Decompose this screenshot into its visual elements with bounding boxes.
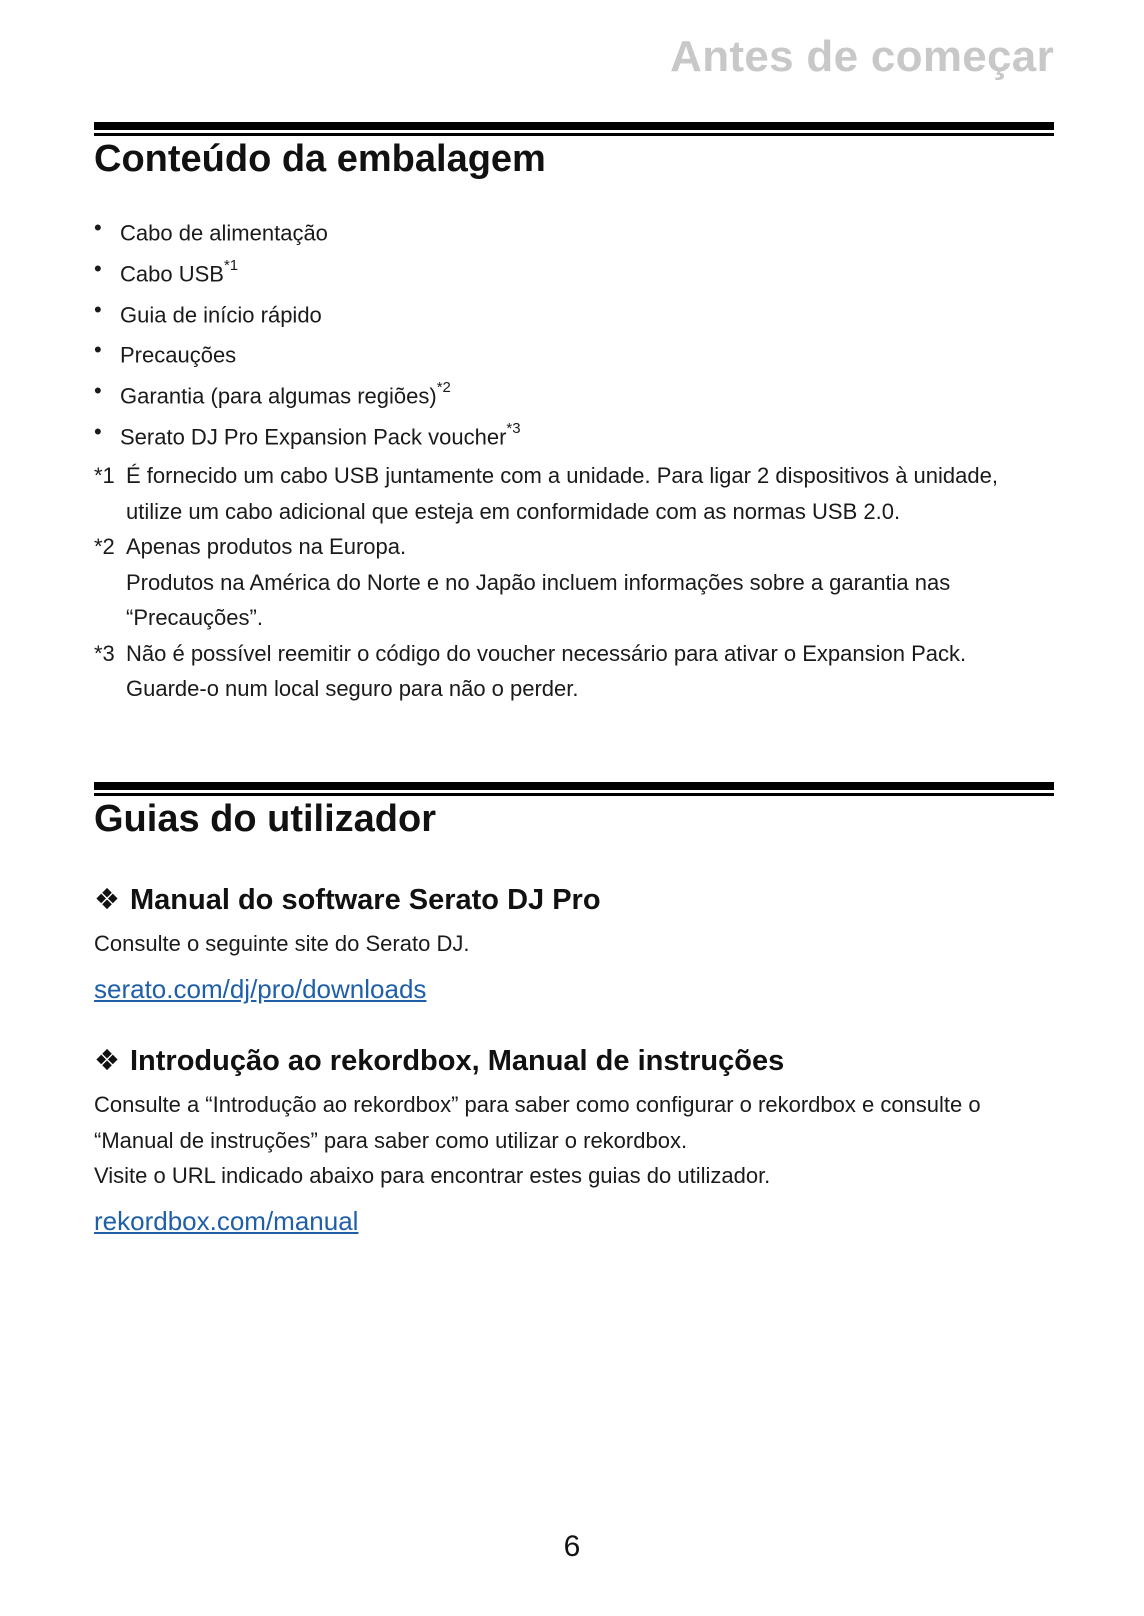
- chapter-header: Antes de começar: [670, 32, 1054, 81]
- list-item: [94, 292, 521, 333]
- bullet-icon: •: [94, 296, 102, 322]
- subheading-serato-manual: [94, 882, 601, 917]
- list-item: [94, 373, 521, 414]
- list-item-text: Cabo de alimentação: [120, 220, 328, 246]
- page-number: 6: [563, 1530, 581, 1563]
- section-title-package-contents: Conteúdo da embalagem: [94, 138, 546, 180]
- paragraph-line: Consulte a “Introdução ao rekordbox” para saber como configurar o rekordbox e consulte o: [94, 1092, 981, 1117]
- serato-downloads-link[interactable]: serato.com/dj/pro/downloads: [94, 974, 427, 1004]
- list-item-text: Cabo USB: [120, 261, 224, 287]
- list-item: [94, 414, 521, 455]
- bullet-icon: •: [94, 215, 102, 240]
- diamond-icon: ❖: [94, 884, 120, 916]
- serato-description: Consulte o seguinte site do Serato DJ.: [94, 931, 470, 956]
- section-divider: [94, 782, 1054, 796]
- footnote-ref: *3: [506, 420, 521, 438]
- footnote-line: “Precauções”.: [126, 605, 263, 630]
- footnote-mark: *3: [94, 640, 115, 666]
- footnote: [94, 458, 1054, 529]
- footnote-mark: *2: [94, 534, 115, 559]
- list-item-text: Precauções: [120, 342, 237, 368]
- subheading-text: Manual do software Serato DJ Pro: [130, 884, 601, 916]
- footnote: [94, 636, 1054, 707]
- subheading-text: Introdução ao rekordbox, Manual de instruções: [130, 1045, 785, 1077]
- list-item: [94, 251, 521, 292]
- footnotes: [94, 458, 1054, 707]
- footnote-ref: *2: [436, 379, 451, 397]
- footnote-line: Produtos na América do Norte e no Japão incluem informações sobre a garantia nas: [126, 569, 951, 595]
- list-item: [94, 332, 521, 373]
- paragraph-line: “Manual de instruções” para saber como utilizar o rekordbox.: [94, 1127, 688, 1153]
- footnote-ref: *1: [223, 256, 239, 274]
- footnote-line: utilize um cabo adicional que esteja em conformidade com as normas USB 2.0.: [126, 498, 901, 524]
- footnote-line: Não é possível reemitir o código do voucher necessário para ativar o Expansion Pack.: [126, 640, 967, 666]
- diamond-icon: ❖: [94, 1045, 120, 1077]
- footnote: [94, 529, 1054, 636]
- rekordbox-manual-link[interactable]: rekordbox.com/manual: [94, 1206, 359, 1236]
- bullet-icon: •: [94, 337, 102, 363]
- list-item-text: Guia de início rápido: [120, 301, 322, 327]
- section-title-user-guides: Guias do utilizador: [94, 798, 437, 840]
- footnote-line: É fornecido um cabo USB juntamente com a unidade. Para ligar 2 dispositivos à unidade,: [126, 463, 998, 488]
- rekordbox-description: [94, 1087, 1054, 1194]
- footnote-line: Guarde-o num local seguro para não o perder.: [126, 676, 579, 701]
- list-item: [94, 210, 521, 251]
- list-item-text: Serato DJ Pro Expansion Pack voucher: [120, 424, 507, 450]
- section-divider: [94, 122, 1054, 136]
- bullet-icon: •: [94, 378, 102, 404]
- package-contents-list: [94, 210, 521, 455]
- bullet-icon: •: [94, 419, 102, 445]
- list-item-text: Garantia (para algumas regiões): [120, 383, 437, 409]
- bullet-icon: •: [94, 255, 102, 281]
- subheading-rekordbox-manual: [94, 1043, 784, 1078]
- footnote-mark: *1: [94, 463, 115, 488]
- footnote-line: Apenas produtos na Europa.: [126, 534, 407, 559]
- paragraph-line: Visite o URL indicado abaixo para encontrar estes guias do utilizador.: [94, 1163, 771, 1188]
